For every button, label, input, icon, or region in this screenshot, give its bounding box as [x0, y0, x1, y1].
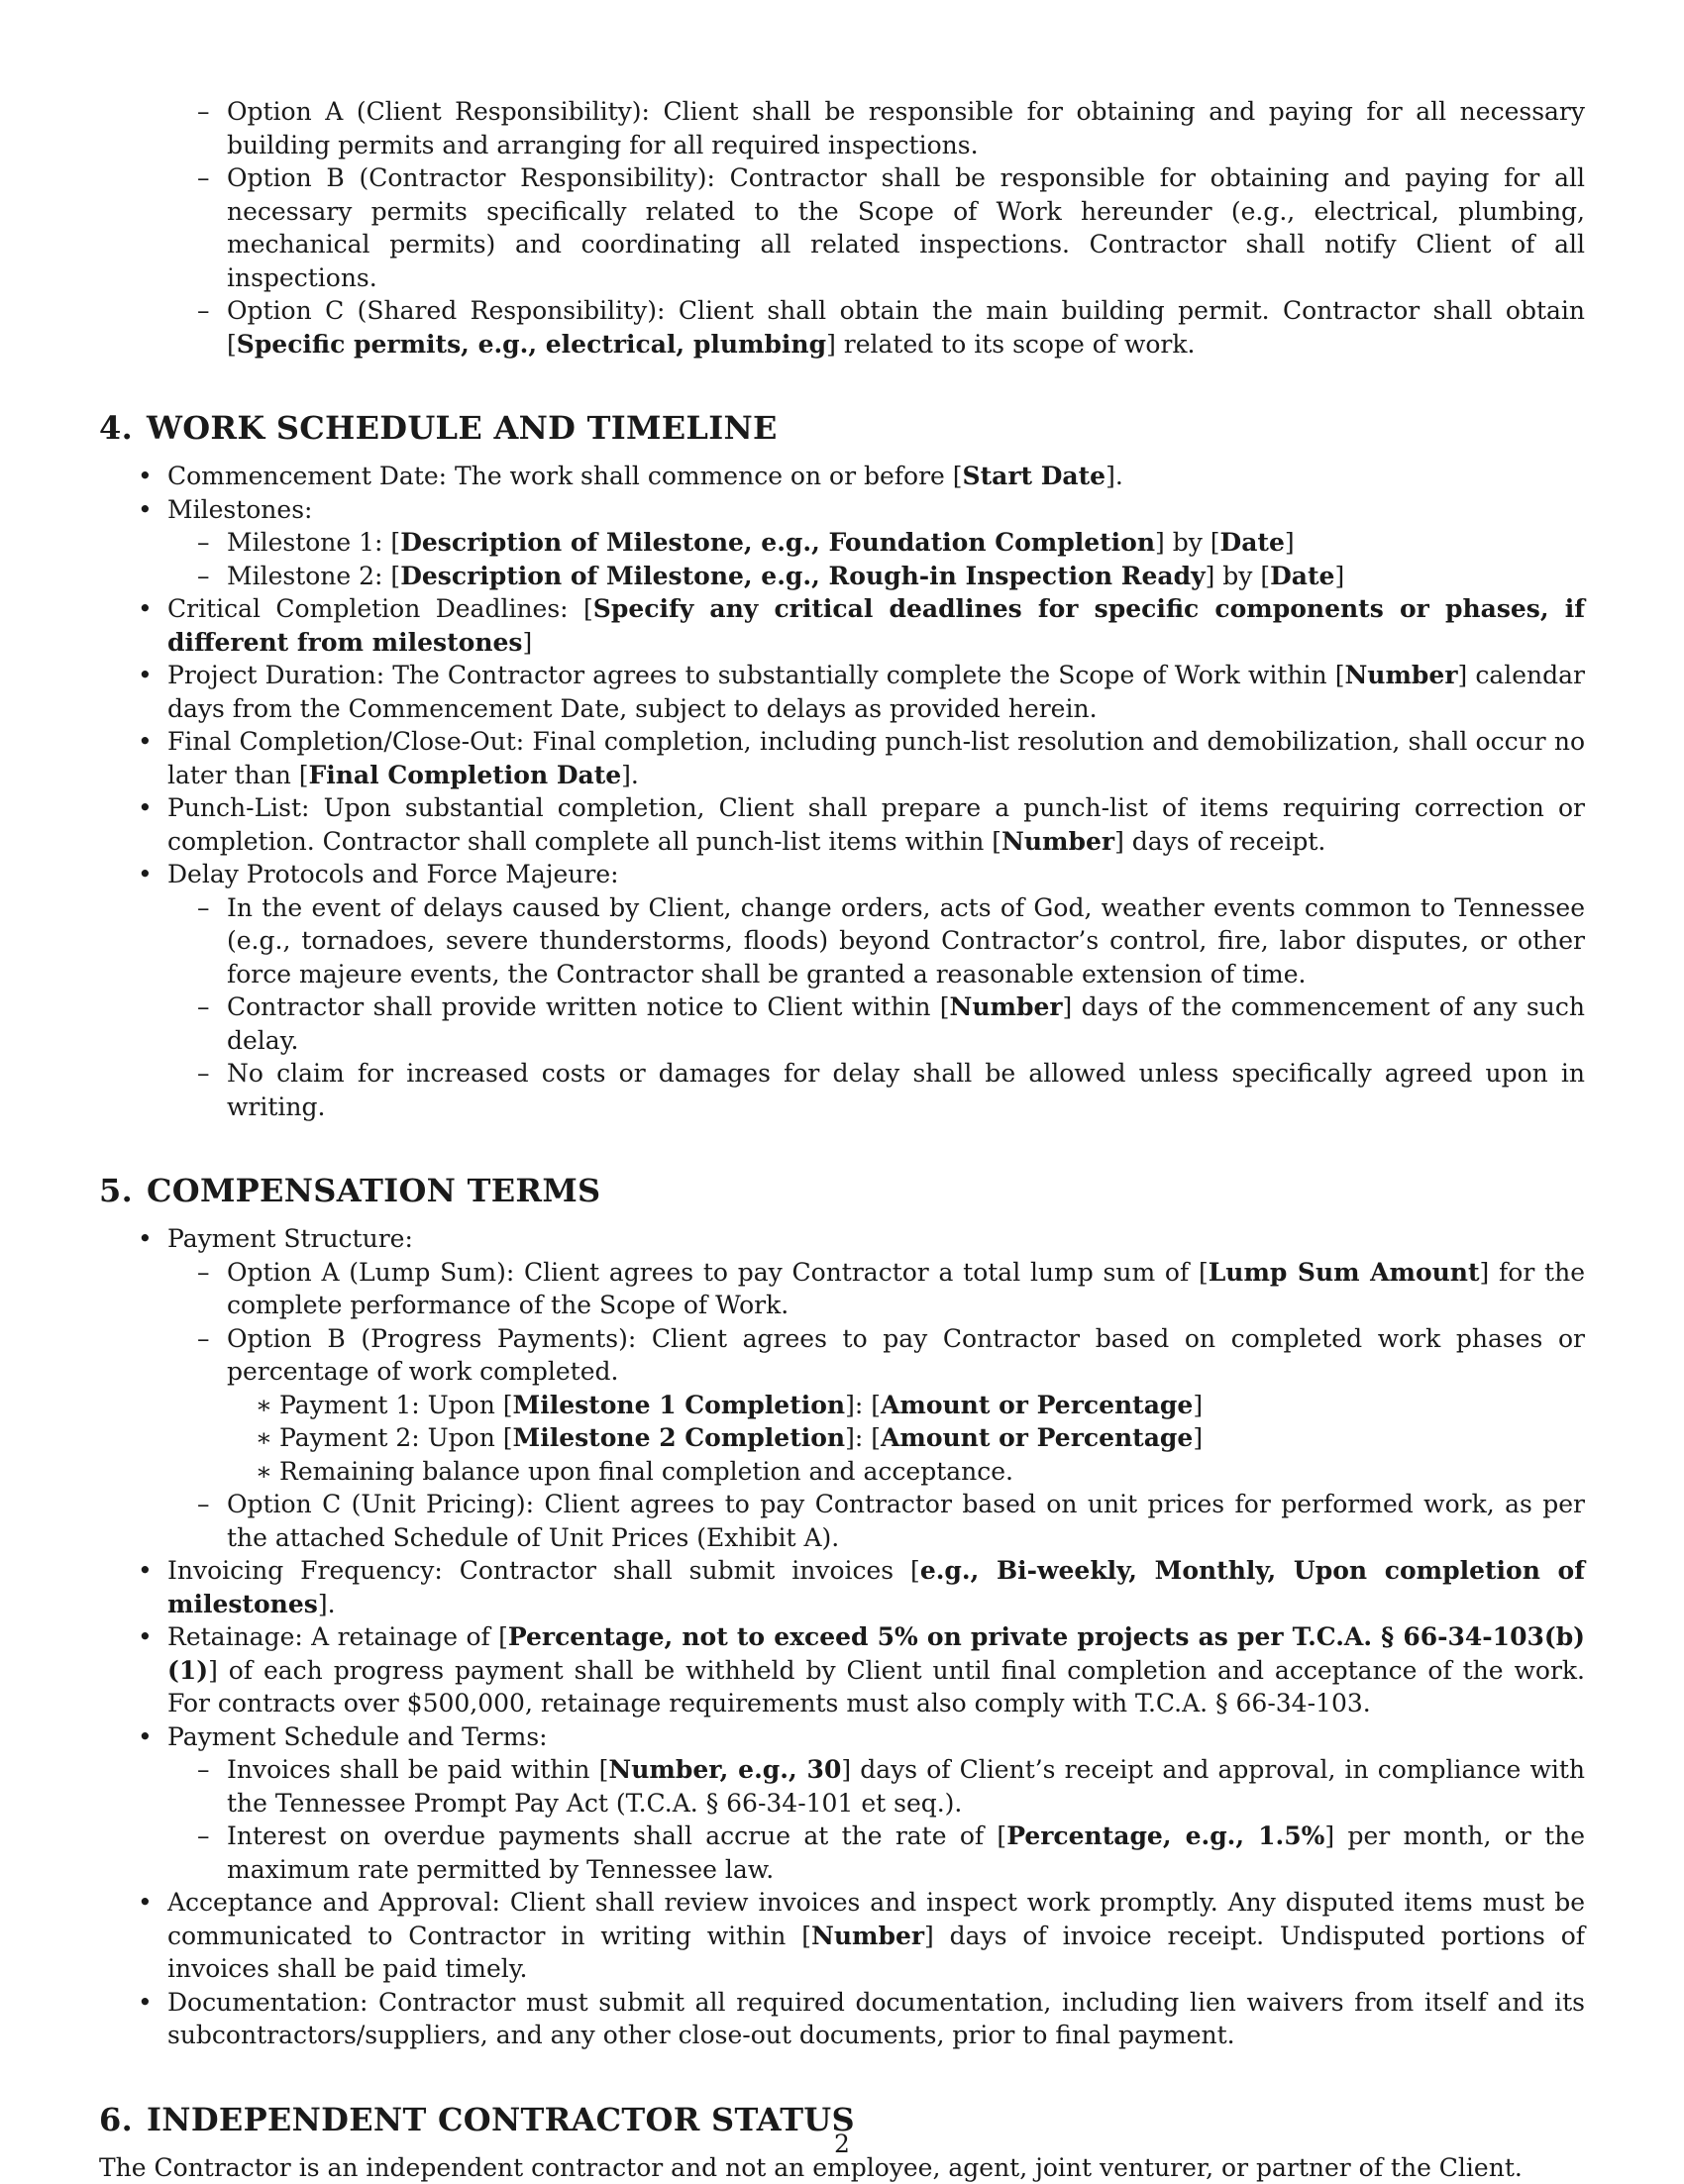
dash-marker: –: [197, 526, 210, 560]
bullet-marker: •: [138, 493, 153, 527]
list-item: – Milestone 2: [Description of Milestone, e.g., Rough-in Inspection Ready] by [Date]: [227, 560, 1585, 593]
bullet-marker: •: [138, 791, 153, 825]
dash-marker: –: [197, 990, 210, 1024]
delay-list: [167, 891, 1585, 1124]
section-5-list: [99, 1222, 1585, 2052]
list-item: – Option B (Progress Payments): Client agrees to pay Contractor based on completed work phases or percentage of work completed. ∗ Payment 1: Upon [Milestone 1 Completion]: [Amount or Percentage] ∗ Payment 2: Upon [Milestone 2 Completion]: [Amount or Percentage] ∗ Remaining balance upon final completion and acceptance.: [227, 1322, 1585, 1489]
section-heading-5: 5. COMPENSATION TERMS: [99, 1171, 1585, 1210]
bullet-marker: •: [138, 592, 153, 626]
list-item: • Milestones: – Milestone 1: [Description of Milestone, e.g., Foundation Completion] by [Date] – Milestone 2: [Description of Milestone, e.g., Rough-in Inspection Ready] by [Date]: [167, 493, 1585, 593]
page-number: 2: [0, 2130, 1684, 2159]
dash-marker: –: [197, 1820, 210, 1853]
dash-marker: –: [197, 1057, 210, 1091]
dash-marker: –: [197, 95, 210, 129]
asterisk-marker: ∗: [256, 1389, 272, 1422]
list-item: • Invoicing Frequency: Contractor shall submit invoices [e.g., Bi-weekly, Monthly, Upon completion of milestones].: [167, 1554, 1585, 1620]
bullet-marker: •: [138, 725, 153, 759]
dash-marker: –: [197, 1256, 210, 1290]
dash-marker: –: [197, 1322, 210, 1356]
section-4-list: [99, 460, 1585, 1123]
list-item: – Option A (Client Responsibility): Client shall be responsible for obtaining and paying for all necessary building permits and arranging for all required inspections.: [227, 95, 1585, 161]
asterisk-marker: ∗: [256, 1421, 272, 1455]
section-heading-4: 4. WORK SCHEDULE AND TIMELINE: [99, 408, 1585, 448]
dash-marker: –: [197, 294, 210, 328]
bullet-marker: •: [138, 460, 153, 493]
document-page: [99, 95, 1585, 2184]
bullet-marker: •: [138, 1620, 153, 1654]
bullet-marker: •: [138, 1886, 153, 1920]
bullet-marker: •: [138, 1720, 153, 1754]
payment-schedule-list: [167, 1753, 1585, 1886]
list-item: ∗ Payment 2: Upon [Milestone 2 Completion]: [Amount or Percentage]: [279, 1421, 1585, 1455]
section-heading-6: 6. INDEPENDENT CONTRACTOR STATUS: [99, 2100, 1585, 2139]
payment-structure-list: [167, 1256, 1585, 1555]
list-item: ∗ Payment 1: Upon [Milestone 1 Completion]: [Amount or Percentage]: [279, 1389, 1585, 1422]
list-item: – Option A (Lump Sum): Client agrees to pay Contractor a total lump sum of [Lump Sum Amount] for the complete performance of the Scope of Work.: [227, 1256, 1585, 1322]
bullet-marker: •: [138, 1986, 153, 2020]
list-item: • Payment Schedule and Terms: – Invoices shall be paid within [Number, e.g., 30] days of Client’s receipt and approval, in compliance with the Tennessee Prompt Pay Act (T.C.A. § 66-34-101 et seq.). – Interest on overdue payments shall accrue at the rate of [Percentage, e.g., 1.5%] per month, or the maximum rate permitted by Tennessee law.: [167, 1720, 1585, 1887]
list-item: • Commencement Date: The work shall commence on or before [Start Date].: [167, 460, 1585, 493]
list-item: – Interest on overdue payments shall accrue at the rate of [Percentage, e.g., 1.5%] per month, or the maximum rate permitted by Tennessee law.: [227, 1820, 1585, 1886]
list-item: – Option B (Contractor Responsibility): Contractor shall be responsible for obtaining and paying for all necessary permits specifically related to the Scope of Work hereunder (e.g., electrical, plumbing, mechanical permits) and coordinating all related inspections. Contractor shall notify Client of all inspections.: [227, 161, 1585, 294]
bullet-marker: •: [138, 659, 153, 692]
list-item: – In the event of delays caused by Client, change orders, acts of God, weather events common to Tennessee (e.g., tornadoes, severe thunderstorms, floods) beyond Contractor’s control, fire, labor disputes, or other force majeure events, the Contractor shall be granted a reasonable extension of time.: [227, 891, 1585, 991]
list-item: – Invoices shall be paid within [Number, e.g., 30] days of Client’s receipt and approval, in compliance with the Tennessee Prompt Pay Act (T.C.A. § 66-34-101 et seq.).: [227, 1753, 1585, 1820]
bullet-marker: •: [138, 1222, 153, 1256]
list-item: • Project Duration: The Contractor agrees to substantially complete the Scope of Work within [Number] calendar days from the Commencement Date, subject to delays as provided herein.: [167, 659, 1585, 725]
list-item: • Payment Structure: – Option A (Lump Sum): Client agrees to pay Contractor a total lump sum of [Lump Sum Amount] for the complete performance of the Scope of Work. – Option B (Progress Payments): Client agrees to pay Contractor based on completed work phases or percentage of work completed. ∗ Payment 1: Upon [Milestone 1 Completion]: [Amount or Percentage] ∗ Payment 2: Upon [Milestone 2 Completion]: [Amount or Percentage] ∗ Remaining balance upon final completion and acceptance. – Option C (Unit Pricing): Client agrees to pay Contractor based on unit prices for performed work, as per the attached Schedule of Unit Prices (Exhibit A).: [167, 1222, 1585, 1554]
list-item: • Critical Completion Deadlines: [Specify any critical deadlines for specific components or phases, if different from milestones]: [167, 592, 1585, 659]
list-item: • Retainage: A retainage of [Percentage, not to exceed 5% on private projects as per T.C.A. § 66-34-103(b)(1)] of each progress payment shall be withheld by Client until final completion and acceptance of the work. For contracts over $500,000, retainage requirements must also comply with T.C.A. § 66-34-103.: [167, 1620, 1585, 1720]
list-item: – No claim for increased costs or damages for delay shall be allowed unless specifically agreed upon in writing.: [227, 1057, 1585, 1123]
section-6-body: The Contractor is an independent contractor and not an employee, agent, joint venturer, or partner of the Client.: [99, 2151, 1585, 2184]
dash-marker: –: [197, 891, 210, 925]
bullet-marker: •: [138, 858, 153, 891]
list-item: • Punch-List: Upon substantial completion, Client shall prepare a punch-list of items requiring correction or completion. Contractor shall complete all punch-list items within [Number] days of receipt.: [167, 791, 1585, 858]
list-item: • Final Completion/Close-Out: Final completion, including punch-list resolution and demobilization, shall occur no later than [Final Completion Date].: [167, 725, 1585, 791]
list-item: • Delay Protocols and Force Majeure: – In the event of delays caused by Client, change orders, acts of God, weather events common to Tennessee (e.g., tornadoes, severe thunderstorms, floods) beyond Contractor’s control, fire, labor disputes, or other force majeure events, the Contractor shall be granted a reasonable extension of time. – Contractor shall provide written notice to Client within [Number] days of the commencement of any such delay. – No claim for increased costs or damages for delay shall be allowed unless specifically agreed upon in writing.: [167, 858, 1585, 1123]
list-item: • Documentation: Contractor must submit all required documentation, including lien waivers from itself and its subcontractors/suppliers, and any other close-out documents, prior to final payment.: [167, 1986, 1585, 2052]
milestones-list: [167, 526, 1585, 592]
list-item: • Acceptance and Approval: Client shall review invoices and inspect work promptly. Any disputed items must be communicated to Contractor in writing within [Number] days of invoice receipt. Undisputed portions of invoices shall be paid timely.: [167, 1886, 1585, 1986]
list-item: – Option C (Unit Pricing): Client agrees to pay Contractor based on unit prices for performed work, as per the attached Schedule of Unit Prices (Exhibit A).: [227, 1488, 1585, 1554]
list-item: ∗ Remaining balance upon final completion and acceptance.: [279, 1455, 1585, 1489]
permits-options-list: [99, 95, 1585, 361]
list-item: – Milestone 1: [Description of Milestone, e.g., Foundation Completion] by [Date]: [227, 526, 1585, 560]
dash-marker: –: [197, 1488, 210, 1521]
progress-payments-list: [227, 1389, 1585, 1489]
dash-marker: –: [197, 161, 210, 195]
list-item: – Option C (Shared Responsibility): Client shall obtain the main building permit. Contractor shall obtain [Specific permits, e.g., electrical, plumbing] related to its scope of work.: [227, 294, 1585, 361]
dash-marker: –: [197, 1753, 210, 1787]
asterisk-marker: ∗: [256, 1455, 272, 1489]
list-item: – Contractor shall provide written notice to Client within [Number] days of the commencement of any such delay.: [227, 990, 1585, 1057]
dash-marker: –: [197, 560, 210, 593]
bullet-marker: •: [138, 1554, 153, 1588]
